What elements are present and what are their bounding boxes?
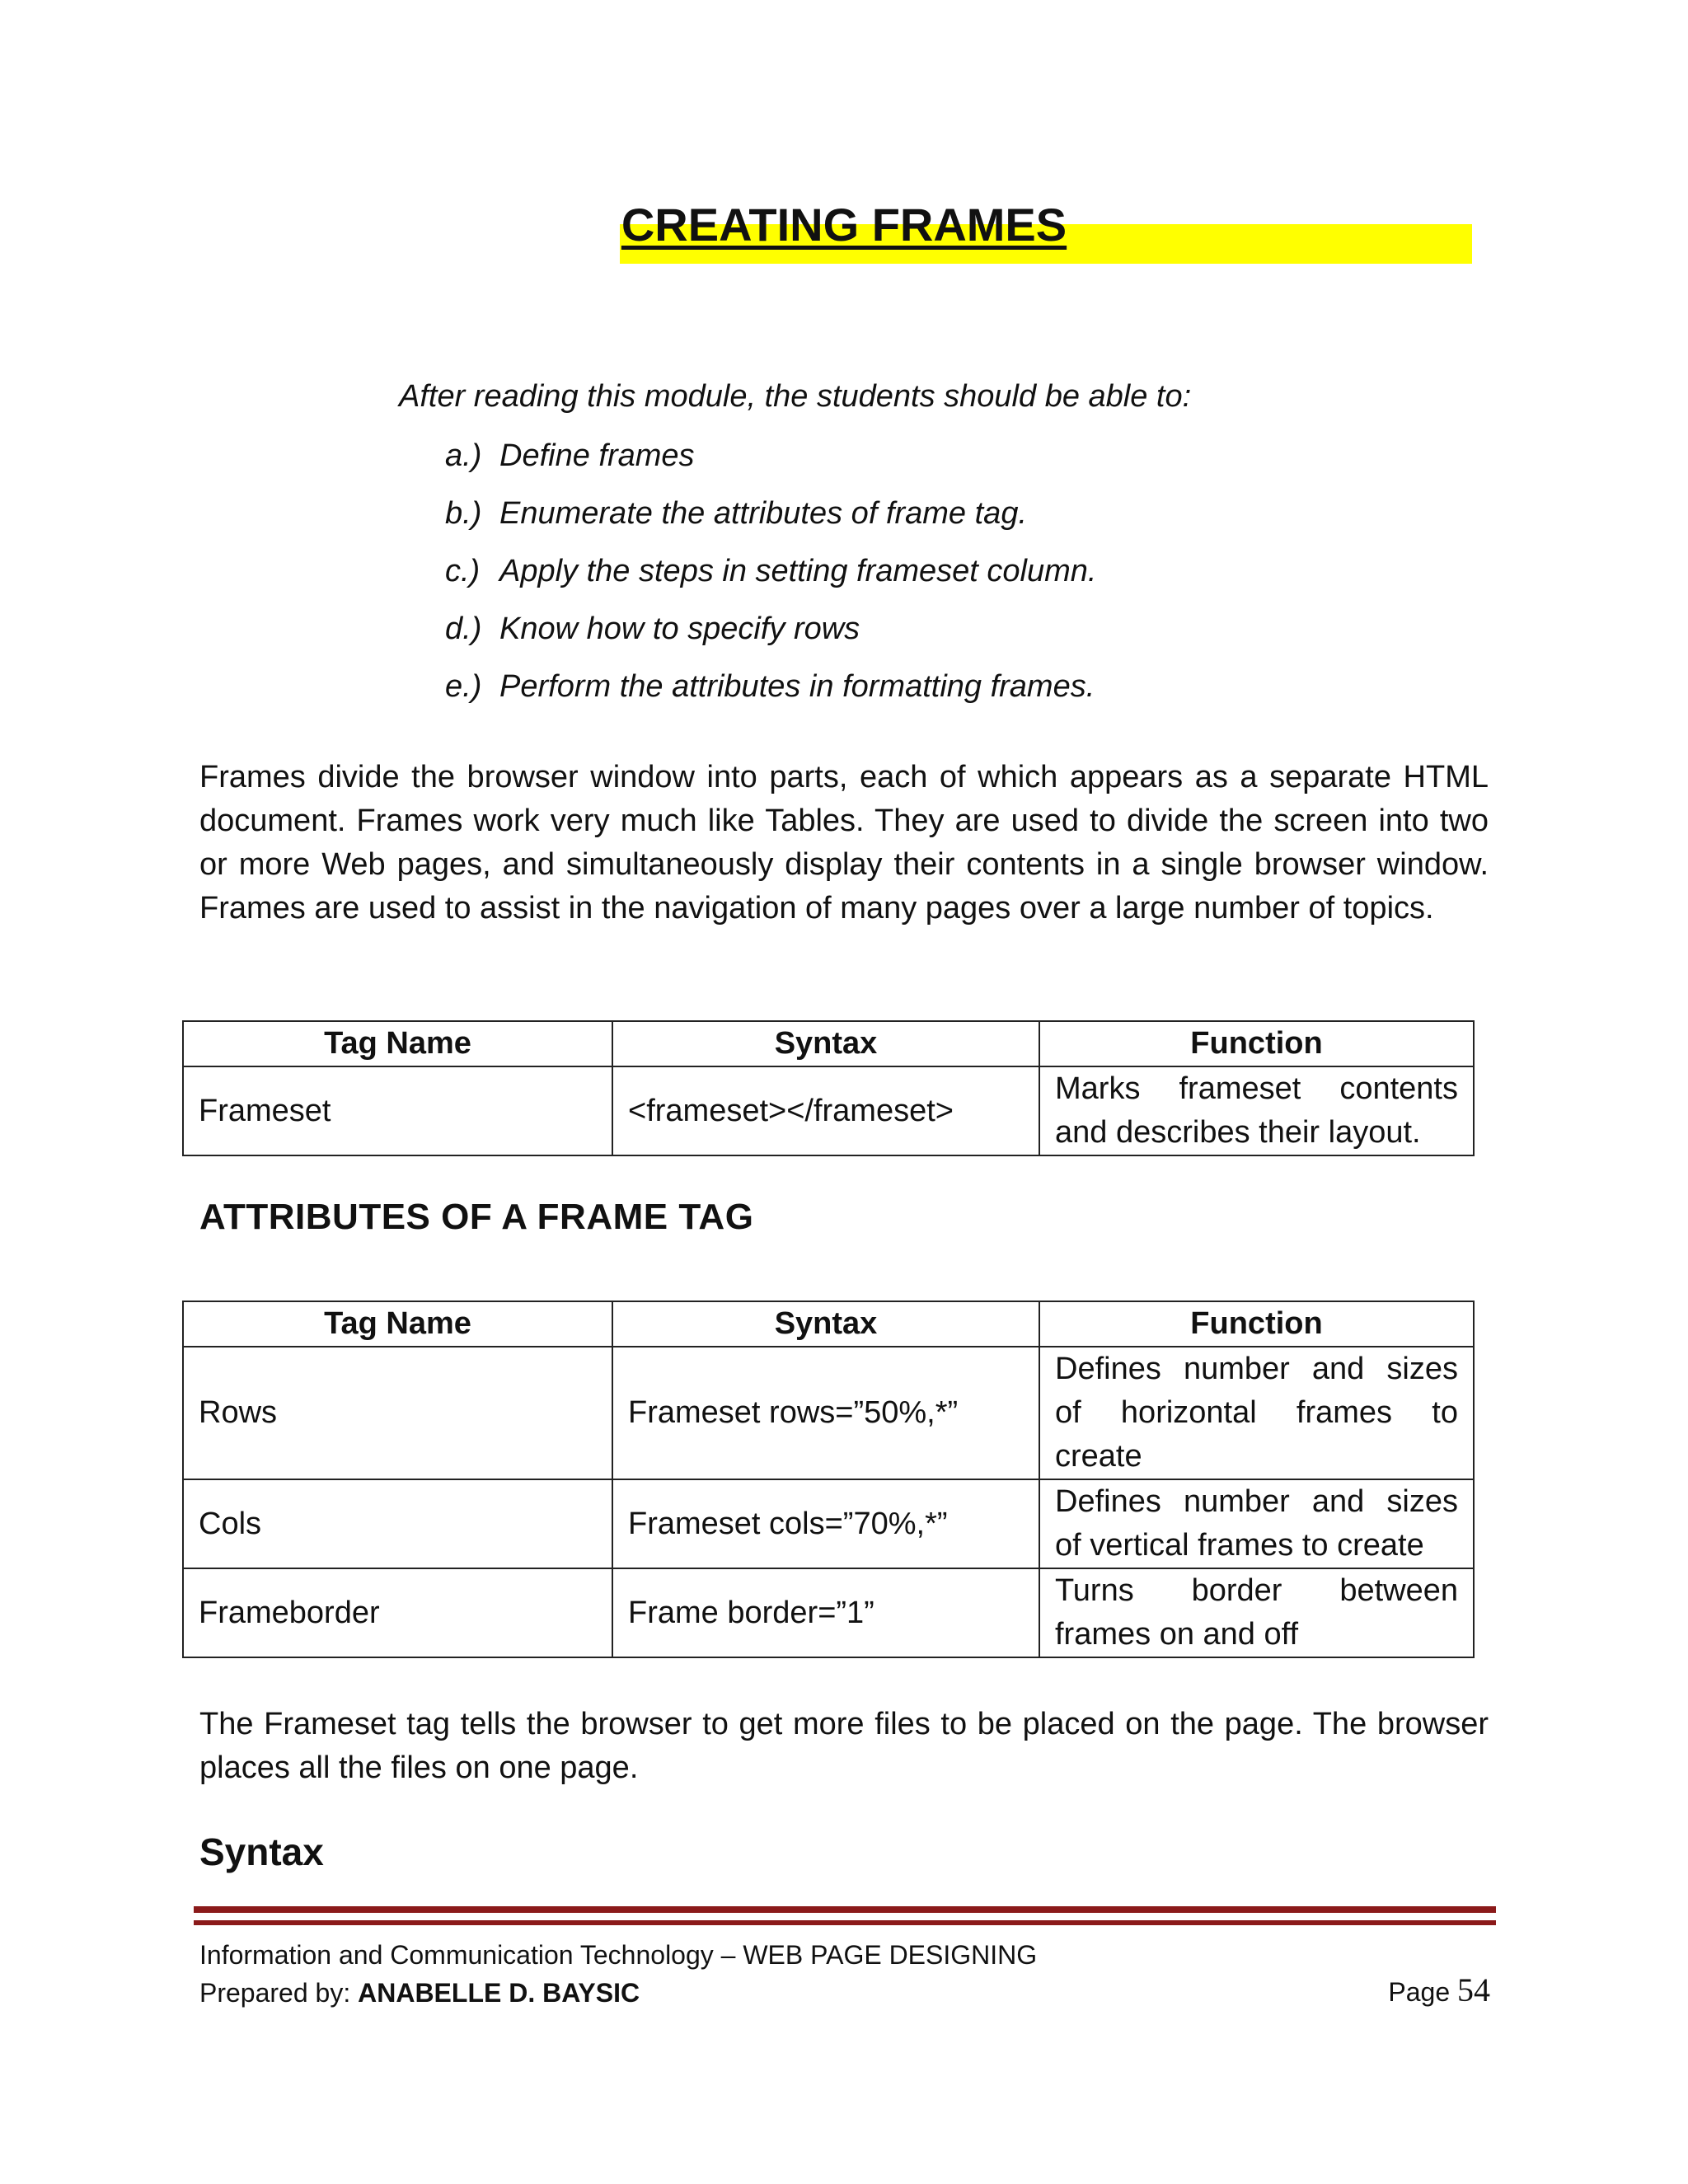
header-tag-name: Tag Name [183, 1021, 612, 1066]
header-function: Function [1039, 1301, 1474, 1347]
objective-marker: e.) [445, 669, 482, 704]
cell-syntax: <frameset></frameset> [612, 1066, 1039, 1155]
objective-marker: a.) [445, 438, 482, 473]
cell-function [1039, 1568, 1474, 1657]
objective-text: Enumerate the attributes of frame tag. [499, 496, 1028, 531]
cell-syntax: Frameset cols=”70%,*” [612, 1479, 1039, 1568]
syntax-heading: Syntax [199, 1830, 324, 1873]
objective-marker: d.) [445, 612, 482, 646]
table-header-row [183, 1021, 1474, 1066]
function-line: and describes their layout. [1055, 1115, 1421, 1150]
objective-marker: b.) [445, 496, 482, 531]
objective-text: Know how to specify rows [499, 612, 860, 646]
page-number [1388, 1970, 1490, 2013]
objective-text: Perform the attributes in formatting frames. [499, 669, 1095, 704]
function-line: Turns border between [1055, 1573, 1458, 1608]
objective-item [445, 600, 1096, 658]
footer-rule-bottom [194, 1920, 1496, 1925]
cell-tag-name: Cols [183, 1479, 612, 1568]
cell-tag-name: Frameborder [183, 1568, 612, 1657]
header-syntax: Syntax [612, 1301, 1039, 1347]
author-name: ANABELLE D. BAYSIC [358, 1978, 640, 2008]
attributes-heading: ATTRIBUTES OF A FRAME TAG [199, 1197, 754, 1237]
cell-syntax: Frameset rows=”50%,*” [612, 1347, 1039, 1479]
cell-syntax: Frame border=”1” [612, 1568, 1039, 1657]
objective-item [445, 542, 1096, 600]
function-line: of vertical frames to create [1055, 1528, 1424, 1563]
footer-course: Information and Communication Technology – WEB PAGE DESIGNING [199, 1940, 1038, 1970]
prepared-label: Prepared by: [199, 1978, 359, 2008]
objective-text: Define frames [499, 438, 695, 473]
table-row [183, 1066, 1474, 1155]
intro-paragraph: Frames divide the browser window into parts, each of which appears as a separate HTML document. Frames work very much like Tables. They are used to divide the screen into two or more Web pages, and simultaneously display their contents in a single browser window. Frames are used to assist in the navigation of many pages over a large number of topics. [199, 760, 1489, 926]
cell-function [1039, 1347, 1474, 1479]
objective-item [445, 427, 1096, 485]
frameset-table [182, 1020, 1475, 1156]
header-function: Function [1039, 1021, 1474, 1066]
objective-item [445, 658, 1096, 715]
footer-rule-top [194, 1906, 1496, 1913]
function-line: Marks frameset contents [1055, 1071, 1458, 1106]
cell-function [1039, 1066, 1474, 1155]
function-line: create [1055, 1439, 1142, 1474]
objectives-intro: After reading this module, the students should be able to: [399, 379, 1192, 414]
frameset-paragraph: The Frameset tag tells the browser to get more files to be placed on the page. The browser places all the files on one page. [199, 1707, 1489, 1785]
table-row [183, 1568, 1474, 1657]
header-tag-name: Tag Name [183, 1301, 612, 1347]
table-row [183, 1479, 1474, 1568]
cell-tag-name: Rows [183, 1347, 612, 1479]
table-header-row [183, 1301, 1474, 1347]
attributes-table [182, 1301, 1475, 1658]
function-line: Defines number and sizes [1055, 1484, 1458, 1519]
table-row [183, 1347, 1474, 1479]
function-line: of horizontal frames to [1055, 1395, 1458, 1430]
header-syntax: Syntax [612, 1021, 1039, 1066]
function-line: frames on and off [1055, 1617, 1299, 1652]
function-line: Defines number and sizes [1055, 1352, 1458, 1386]
objectives-list [445, 427, 1096, 715]
objective-item [445, 485, 1096, 542]
cell-tag-name: Frameset [183, 1066, 612, 1155]
objective-text: Apply the steps in setting frameset column. [499, 554, 1097, 588]
page-title: CREATING FRAMES [621, 199, 1067, 251]
footer-prepared [199, 1975, 640, 2011]
title-block [0, 188, 1688, 279]
page-number-value: 54 [1457, 1971, 1490, 2008]
cell-function [1039, 1479, 1474, 1568]
page-label: Page [1388, 1977, 1457, 2007]
objective-marker: c.) [445, 554, 481, 588]
